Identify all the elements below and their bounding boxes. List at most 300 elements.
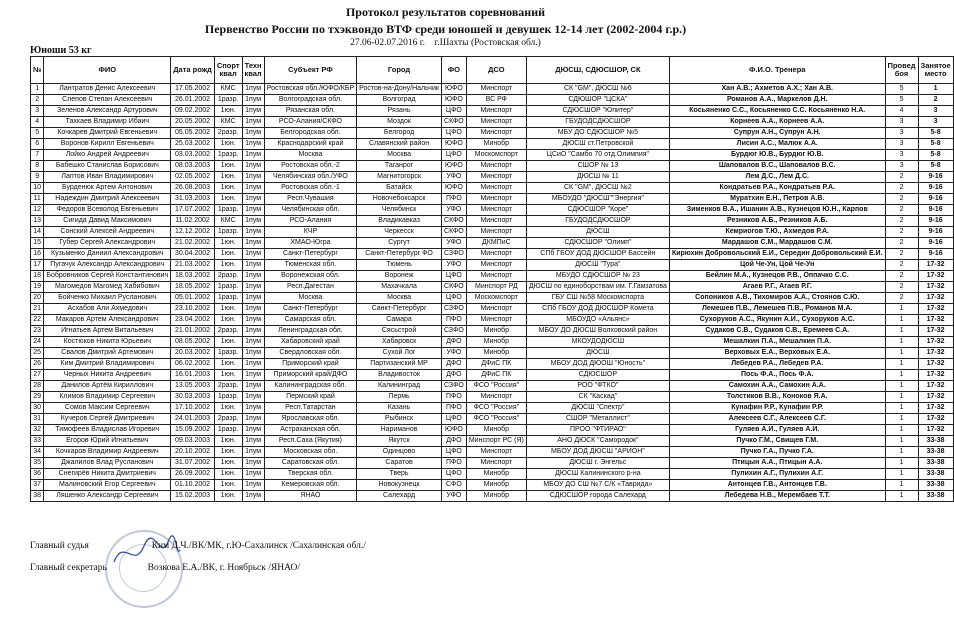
cell-name: Макаров Артем Александрович	[44, 315, 171, 326]
cell-name: Тимофеев Владислав Игоревич	[44, 425, 171, 436]
cell-dob: 21.02.2002	[171, 238, 215, 249]
cell-fights: 2	[885, 271, 918, 282]
cell-dob: 06.02.2002	[171, 359, 215, 370]
cell-school: ГБУ СШ №58 Москомспорта	[526, 293, 669, 304]
cell-fo: ДФО	[441, 359, 466, 370]
cell-dob: 09.02.2002	[171, 106, 215, 117]
cell-name: Кочкарев Дмитрий Евгеньевич	[44, 128, 171, 139]
cell-fo: СЗФО	[441, 249, 466, 260]
table-row	[31, 216, 954, 227]
cell-city: Хабаровск	[357, 337, 442, 348]
cell-dob: 21.01.2002	[171, 326, 215, 337]
cell-sport-qual: 1юн.	[214, 183, 242, 194]
cell-dob: 26.08.2003	[171, 183, 215, 194]
cell-number: 10	[31, 183, 44, 194]
cell-school: ДЮСШ № 11	[526, 172, 669, 183]
cell-name: Тахкаев Владимир Ибаич	[44, 117, 171, 128]
cell-city: Ростов-на-Дону/Нальчик	[357, 84, 442, 95]
cell-school: МБОУ ДО ДЮСШ Волховский район	[526, 326, 669, 337]
cell-dob: 08.05.2002	[171, 337, 215, 348]
cell-place: 17-32	[918, 282, 953, 293]
cell-place: 33-38	[918, 491, 953, 502]
cell-name: Кучеров Сергей Дмитриевич	[44, 414, 171, 425]
cell-dob: 16.01.2003	[171, 370, 215, 381]
table-row	[31, 403, 954, 414]
cell-region: Свердловская обл.	[264, 348, 356, 359]
cell-city: Сясьстрой	[357, 326, 442, 337]
table-row	[31, 150, 954, 161]
cell-city: Сухой Лог	[357, 348, 442, 359]
cell-school: СДЮСШОР города Салехард	[526, 491, 669, 502]
cell-region: Тверская обл.	[264, 469, 356, 480]
table-row	[31, 414, 954, 425]
cell-fo: ЦФО	[441, 150, 466, 161]
cell-region: Ростовская обл.-1	[264, 183, 356, 194]
cell-place: 17-32	[918, 381, 953, 392]
cell-dso: Минспорт	[466, 315, 526, 326]
cell-sport-qual: КМС	[214, 216, 242, 227]
cell-dso: Минспорт	[466, 249, 526, 260]
cell-place: 17-32	[918, 304, 953, 315]
cell-fo: СКФО	[441, 216, 466, 227]
cell-number: 4	[31, 117, 44, 128]
cell-dso: Минспорт	[466, 172, 526, 183]
cell-dob: 17.10.2002	[171, 403, 215, 414]
cell-number: 26	[31, 359, 44, 370]
col-dso: ДСО	[466, 57, 526, 84]
cell-coach: Цой Че-Ун, Цой Че-Ун	[669, 260, 885, 271]
cell-coach: Бурдюг Ю.В., Бурдюг Ю.В.	[669, 150, 885, 161]
cell-number: 5	[31, 128, 44, 139]
cell-dso: Минспорт	[466, 227, 526, 238]
cell-fights: 2	[885, 205, 918, 216]
cell-tech-qual: 1пум	[242, 458, 264, 469]
cell-name: Сомов Максим Сергеевич	[44, 403, 171, 414]
cell-dso: Минобр	[466, 480, 526, 491]
cell-dso: ФСО "Россия"	[466, 414, 526, 425]
cell-dso: Минспорт	[466, 117, 526, 128]
cell-number: 38	[31, 491, 44, 502]
cell-number: 24	[31, 337, 44, 348]
cell-fo: СЗФО	[441, 304, 466, 315]
cell-place: 17-32	[918, 271, 953, 282]
cell-coach: Лисин А.С., Малюк А.А.	[669, 139, 885, 150]
cell-sport-qual: 1юн.	[214, 194, 242, 205]
cell-fo: СКФО	[441, 227, 466, 238]
cell-region: Приморский край/ДФО	[264, 370, 356, 381]
table-row	[31, 95, 954, 106]
cell-region: Респ.Саха (Якутия)	[264, 436, 356, 447]
cell-fo: ПФО	[441, 315, 466, 326]
cell-sport-qual: 1юн.	[214, 304, 242, 315]
table-row	[31, 480, 954, 491]
cell-fights: 1	[885, 370, 918, 381]
cell-dso: ДФиС ПК	[466, 359, 526, 370]
cell-tech-qual: 1пум	[242, 480, 264, 491]
cell-name: Джалилов Влад Русланович	[44, 458, 171, 469]
cell-place: 9-16	[918, 238, 953, 249]
cell-sport-qual: 1юн.	[214, 491, 242, 502]
cell-number: 23	[31, 326, 44, 337]
cell-sport-qual: 1разр.	[214, 205, 242, 216]
cell-city: Моздок	[357, 117, 442, 128]
cell-sport-qual: 1разр.	[214, 392, 242, 403]
cell-region: Астраханская обл.	[264, 425, 356, 436]
cell-fo: ЮФО	[441, 84, 466, 95]
col-sport-qual: Спорт квал	[214, 57, 242, 84]
cell-dso: Москомспорт	[466, 150, 526, 161]
cell-dob: 20.10.2002	[171, 447, 215, 458]
cell-number: 18	[31, 271, 44, 282]
cell-fo: ДФО	[441, 370, 466, 381]
cell-place: 5-8	[918, 161, 953, 172]
cell-city: Таганрог	[357, 161, 442, 172]
cell-city: Батайск	[357, 183, 442, 194]
cell-dso: Минобр	[466, 425, 526, 436]
cell-school: ДЮСШ	[526, 227, 669, 238]
cell-fo: ЦФО	[441, 469, 466, 480]
cell-coach: Резников А.Б., Резников А.Б.	[669, 216, 885, 227]
col-region: Субъект РФ	[264, 57, 356, 84]
cell-fo: ЦФО	[441, 447, 466, 458]
cell-name: Снегирёв Никита Дмитриевич	[44, 469, 171, 480]
cell-dob: 17.05.2002	[171, 84, 215, 95]
cell-place: 9-16	[918, 183, 953, 194]
cell-fights: 5	[885, 84, 918, 95]
cell-region: Ленинградская обл.	[264, 326, 356, 337]
cell-sport-qual: 1юн.	[214, 403, 242, 414]
cell-dso: Минспорт	[466, 216, 526, 227]
cell-city: Тверь	[357, 469, 442, 480]
cell-fo: УФО	[441, 491, 466, 502]
chief-secretary-line	[30, 563, 300, 573]
cell-city: Славянский район	[357, 139, 442, 150]
cell-coach: Антонцев Г.В., Антонцев Г.В.	[669, 480, 885, 491]
cell-city: Москва	[357, 293, 442, 304]
cell-fights: 1	[885, 403, 918, 414]
cell-dob: 09.03.2003	[171, 436, 215, 447]
cell-coach: Хан А.В.; Ахметов А.Х.; Хан А.В.	[669, 84, 885, 95]
table-row	[31, 381, 954, 392]
cell-coach: Бейлин М.А., Кузнецов Р.В., Оппачко С.С.	[669, 271, 885, 282]
cell-coach: Пучко Г.М., Свищев Г.М.	[669, 436, 885, 447]
cell-dso: Минспорт	[466, 458, 526, 469]
cell-region: ЯНАО	[264, 491, 356, 502]
cell-fights: 1	[885, 337, 918, 348]
cell-dso: Минспорт	[466, 271, 526, 282]
cell-number: 12	[31, 205, 44, 216]
cell-fo: УФО	[441, 238, 466, 249]
cell-dso: Минспорт	[466, 161, 526, 172]
cell-city: Рязань	[357, 106, 442, 117]
cell-number: 33	[31, 436, 44, 447]
cell-coach: Толстиков В.В., Коноков Я.А.	[669, 392, 885, 403]
cell-place: 17-32	[918, 403, 953, 414]
col-fights: Провед боя	[885, 57, 918, 84]
cell-number: 32	[31, 425, 44, 436]
cell-school: АНО ДЮСК "Самородок"	[526, 436, 669, 447]
cell-dso: Минобр	[466, 348, 526, 359]
cell-school: СШОР № 13	[526, 161, 669, 172]
cell-tech-qual: 1пум	[242, 205, 264, 216]
table-row	[31, 227, 954, 238]
cell-city: Салехард	[357, 491, 442, 502]
cell-dso: Минспорт	[466, 447, 526, 458]
cell-place: 17-32	[918, 315, 953, 326]
cell-fo: УФО	[441, 172, 466, 183]
cell-name: Бабешко Станислав Борисович	[44, 161, 171, 172]
cell-place: 17-32	[918, 260, 953, 271]
cell-dso: Минобр	[466, 139, 526, 150]
cell-city: Владикавказ	[357, 216, 442, 227]
cell-dso: Минспорт	[466, 392, 526, 403]
col-number: №	[31, 57, 44, 84]
cell-coach: Лебедева Н.В., Мерембаев Т.Т.	[669, 491, 885, 502]
table-row	[31, 172, 954, 183]
cell-region: Санкт-Петербург	[264, 249, 356, 260]
cell-fo: ЦФО	[441, 293, 466, 304]
cell-dso: Минобр	[466, 469, 526, 480]
cell-tech-qual: 1пум	[242, 337, 264, 348]
cell-dso: Минспорт РС (Я)	[466, 436, 526, 447]
table-body	[31, 84, 954, 502]
cell-sport-qual: 1разр.	[214, 293, 242, 304]
cell-coach: Корнеев А.А., Корнеев А.А.	[669, 117, 885, 128]
cell-number: 22	[31, 315, 44, 326]
cell-city: Новочебоксарск	[357, 194, 442, 205]
cell-dob: 21.03.2002	[171, 260, 215, 271]
cell-tech-qual: 1пум	[242, 392, 264, 403]
cell-dso: Минспорт	[466, 205, 526, 216]
cell-sport-qual: 2разр.	[214, 414, 242, 425]
cell-dob: 20.05.2002	[171, 117, 215, 128]
cell-fo: ЦФО	[441, 128, 466, 139]
cell-number: 19	[31, 282, 44, 293]
cell-coach: Алексеев С.Г., Алексеев С.Г.	[669, 414, 885, 425]
cell-tech-qual: 1пум	[242, 370, 264, 381]
cell-dso: ДФиС ПК	[466, 370, 526, 381]
cell-region: Хабаровский край	[264, 337, 356, 348]
cell-number: 36	[31, 469, 44, 480]
cell-name: Игнатьев Артем Витальевич	[44, 326, 171, 337]
cell-city: Тюмень	[357, 260, 442, 271]
cell-tech-qual: 1пум	[242, 271, 264, 282]
cell-sport-qual: КМС	[214, 84, 242, 95]
cell-sport-qual: 1юн.	[214, 249, 242, 260]
cell-coach: Сопоников А.В., Тихомиров А.А., Стоянов С.Ю.	[669, 293, 885, 304]
cell-name: Бурденюк Артем Антонович	[44, 183, 171, 194]
cell-region: Ростовская обл.-2	[264, 161, 356, 172]
cell-tech-qual: 1пум	[242, 150, 264, 161]
dates-place	[0, 38, 891, 48]
cell-tech-qual: 1пум	[242, 194, 264, 205]
cell-region: Саратовская обл.	[264, 458, 356, 469]
cell-name: Слепов Степан Алексеевич	[44, 95, 171, 106]
cell-school: ПРОО "ФТИРАО"	[526, 425, 669, 436]
cell-city: Саратов	[357, 458, 442, 469]
cell-tech-qual: 1пум	[242, 414, 264, 425]
cell-number: 28	[31, 381, 44, 392]
cell-fights: 5	[885, 95, 918, 106]
cell-school: СПб ГБОУ ДОД ДЮСШОР Бассейн	[526, 249, 669, 260]
cell-fo: ПФО	[441, 194, 466, 205]
cell-place: 17-32	[918, 425, 953, 436]
cell-school: СК "Каскад"	[526, 392, 669, 403]
cell-school: МКОУДОДЮСШ	[526, 337, 669, 348]
cell-coach: Пулихин А.Г., Пулихин А.Г.	[669, 469, 885, 480]
cell-number: 6	[31, 139, 44, 150]
cell-tech-qual: 1пум	[242, 326, 264, 337]
cell-coach: Зименков В.А., Ишанин А.В., Кузнецов Ю.Н., Карпов	[669, 205, 885, 216]
cell-name: Бойченко Михаил Русланович	[44, 293, 171, 304]
cell-dso: ФСО "Россия"	[466, 381, 526, 392]
cell-tech-qual: 1пум	[242, 216, 264, 227]
cell-school: ДЮСШ Калининского р-на	[526, 469, 669, 480]
cell-tech-qual: 1пум	[242, 117, 264, 128]
cell-name: Климов Владимир Сергеевич	[44, 392, 171, 403]
cell-coach: Верховых Е.А., Верховых Е.А.	[669, 348, 885, 359]
cell-fights: 1	[885, 381, 918, 392]
cell-coach: Пучко Г.А., Пучко Г.А.	[669, 447, 885, 458]
cell-city: Казань	[357, 403, 442, 414]
cell-place: 5-8	[918, 150, 953, 161]
cell-fo: УФО	[441, 205, 466, 216]
cell-fights: 1	[885, 359, 918, 370]
table-row	[31, 359, 954, 370]
cell-coach: Мешалкин П.А., Мешалкин П.А.	[669, 337, 885, 348]
cell-name: Костюков Никита Юрьевич	[44, 337, 171, 348]
cell-dob: 30.04.2002	[171, 249, 215, 260]
cell-tech-qual: 1пум	[242, 469, 264, 480]
cell-school: ДЮСШ	[526, 348, 669, 359]
cell-city: Пермь	[357, 392, 442, 403]
cell-city: Сургут	[357, 238, 442, 249]
cell-sport-qual: 1разр.	[214, 348, 242, 359]
cell-coach: Кондратьев Р.А., Кондратьев Р.А.	[669, 183, 885, 194]
cell-name: Лантратов Денис Алексеевич	[44, 84, 171, 95]
competition-place: г.Шахты (Ростовская обл.)	[434, 38, 541, 48]
cell-dob: 24.01.2003	[171, 414, 215, 425]
cell-name: Пугачук Александр Александрович	[44, 260, 171, 271]
cell-name: Сонский Алексей Андреевич	[44, 227, 171, 238]
cell-dob: 15.02.2003	[171, 491, 215, 502]
cell-city: Москва	[357, 150, 442, 161]
cell-tech-qual: 1пум	[242, 249, 264, 260]
cell-tech-qual: 1пум	[242, 227, 264, 238]
cell-city: Нариманов	[357, 425, 442, 436]
chief-judge-line	[30, 541, 366, 551]
col-dob: Дата рожд	[171, 57, 215, 84]
cell-name: Свалов Дмитрий Артемович	[44, 348, 171, 359]
cell-region: Белгородская обл.	[264, 128, 356, 139]
cell-region: Челябинская обл.	[264, 205, 356, 216]
cell-place: 17-32	[918, 414, 953, 425]
cell-name: Черных Никита Андреевич	[44, 370, 171, 381]
cell-number: 14	[31, 227, 44, 238]
cell-city: Самара	[357, 315, 442, 326]
col-name: ФИО	[44, 57, 171, 84]
cell-fo: СКФО	[441, 117, 466, 128]
cell-fights: 1	[885, 469, 918, 480]
table-row	[31, 392, 954, 403]
table-row	[31, 326, 954, 337]
cell-fights: 3	[885, 161, 918, 172]
cell-number: 20	[31, 293, 44, 304]
cell-number: 3	[31, 106, 44, 117]
cell-name: Кузьменко Даниил Александрович	[44, 249, 171, 260]
cell-place: 3	[918, 117, 953, 128]
cell-tech-qual: 1пум	[242, 128, 264, 139]
cell-tech-qual: 1пум	[242, 106, 264, 117]
cell-dso: ДКМПиС	[466, 238, 526, 249]
cell-number: 31	[31, 414, 44, 425]
cell-city: Одинцово	[357, 447, 442, 458]
table-header	[31, 57, 954, 84]
cell-school: МБОУ ДО СШ №7 С/К «Таврида»	[526, 480, 669, 491]
table-row	[31, 161, 954, 172]
cell-fights: 2	[885, 260, 918, 271]
table-row	[31, 183, 954, 194]
cell-tech-qual: 1пум	[242, 183, 264, 194]
cell-coach: Кемриогов Т.Ю., Ахмедов Р.А.	[669, 227, 885, 238]
cell-dob: 01.10.2002	[171, 480, 215, 491]
cell-name: Губер Сергей Александрович	[44, 238, 171, 249]
cell-fights: 2	[885, 238, 918, 249]
cell-region: Краснодарский край	[264, 139, 356, 150]
cell-city: Санкт-Петербург	[357, 304, 442, 315]
cell-region: КЧР	[264, 227, 356, 238]
cell-city: Калининград	[357, 381, 442, 392]
table-row	[31, 249, 954, 260]
cell-school: СДЮСШОР "Юпитер"	[526, 106, 669, 117]
cell-fo: СЗФО	[441, 381, 466, 392]
cell-sport-qual: 1юн.	[214, 238, 242, 249]
cell-dob: 18.03.2002	[171, 271, 215, 282]
table-row	[31, 117, 954, 128]
cell-name: Данилов Артём Кириллович	[44, 381, 171, 392]
cell-fights: 2	[885, 293, 918, 304]
cell-dso: Москомспорт	[466, 293, 526, 304]
cell-region: Московская обл.	[264, 447, 356, 458]
cell-place: 9-16	[918, 227, 953, 238]
cell-sport-qual: 1разр.	[214, 95, 242, 106]
cell-tech-qual: 1пум	[242, 238, 264, 249]
table-row	[31, 425, 954, 436]
cell-coach: Птицын А.А., Птицын А.А.	[669, 458, 885, 469]
cell-coach: Кирюхин Добровольский Е.И., Середин Добровольский Е.И.	[669, 249, 885, 260]
cell-name: Надеждин Дмитрий Алексеевич	[44, 194, 171, 205]
cell-fights: 2	[885, 183, 918, 194]
cell-dob: 23.04.2002	[171, 315, 215, 326]
cell-dso: Минспорт	[466, 106, 526, 117]
cell-school: СК "GM", ДЮСШ №2	[526, 183, 669, 194]
cell-number: 35	[31, 458, 44, 469]
cell-sport-qual: 1юн.	[214, 106, 242, 117]
cell-dob: 11.02.2002	[171, 216, 215, 227]
cell-sport-qual: 1юн.	[214, 315, 242, 326]
cell-tech-qual: 1пум	[242, 403, 264, 414]
cell-coach: Лебедев Р.А., Лебедев Р.А.	[669, 359, 885, 370]
cell-fo: СКФО	[441, 282, 466, 293]
cell-name: Лаптов Иван Владимирович	[44, 172, 171, 183]
cell-fo: ЦФО	[441, 271, 466, 282]
cell-dob: 17.07.2002	[171, 205, 215, 216]
cell-number: 9	[31, 172, 44, 183]
cell-dso: Минспорт	[466, 260, 526, 271]
cell-sport-qual: 1разр.	[214, 425, 242, 436]
cell-city: Махачкала	[357, 282, 442, 293]
cell-region: Респ.Дагестан	[264, 282, 356, 293]
